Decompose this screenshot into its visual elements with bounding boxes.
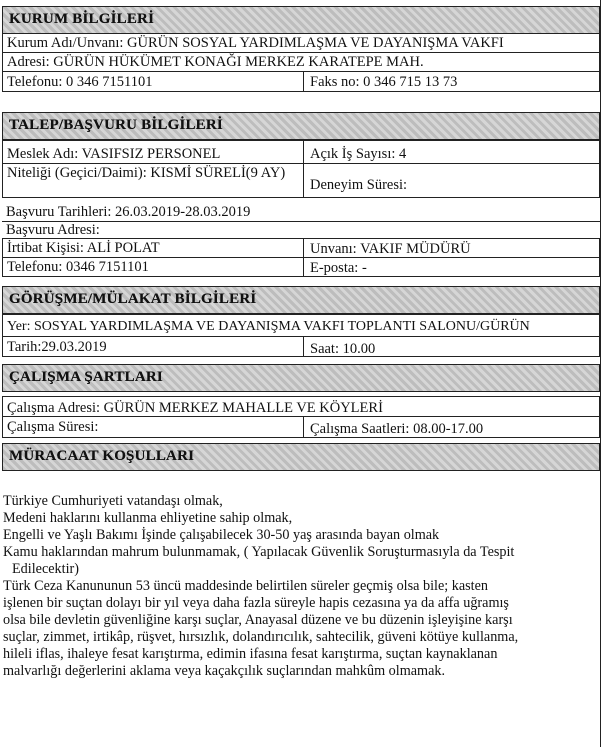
row-nitelik (2, 164, 600, 198)
row-tarih-saat (2, 337, 600, 357)
section-header-kurum (2, 6, 600, 34)
row-yer (2, 314, 600, 337)
gorusme-tarih: Tarih:29.03.2019 (7, 339, 107, 355)
kurum-telefon: Telefonu: 0 346 7151101 (7, 74, 153, 90)
row-kurum-iletisim (2, 72, 600, 92)
row-irtibat-iletisim (2, 258, 600, 277)
acik-is-sayisi: Açık İş Sayısı: 4 (310, 146, 407, 162)
irtibat-telefon: Telefonu: 0346 7151101 (7, 259, 149, 275)
kurum-adres: Adresi: GÜRÜN HÜKÜMET KONAĞI MERKEZ KARATEPE MAH. (7, 54, 424, 70)
kosul-line: Kamu haklarından mahrum bulunmamak, ( Yapılacak Güvenlik Soruşturmasıyla da Tespit (3, 544, 515, 560)
row-kurum-adres (2, 53, 600, 72)
eposta: E-posta: - (310, 260, 367, 276)
kosul-line: olsa bile devletin güvenliğine karşı suçlar, Anayasal düzene ve bu düzenin işleyişine karşı (3, 612, 513, 628)
muracaat-kosullari-text (3, 493, 601, 680)
niteligi: Niteliği (Geçici/Daimi): KISMİ SÜRELİ(9 AY) (7, 165, 286, 181)
section-title: KURUM BİLGİLERİ (9, 11, 155, 27)
row-kurum-adi (2, 34, 600, 53)
calisma-suresi: Çalışma Süresi: (7, 419, 99, 435)
section-header-gorusme (2, 286, 600, 314)
section-header-calisma (2, 364, 600, 392)
kosul-line: Türk Ceza Kanununun 53 üncü maddesinde belirtilen süreler geçmiş olsa bile; kasten (3, 578, 488, 594)
kurum-faks: Faks no: 0 346 715 13 73 (310, 74, 458, 90)
page-right-border (600, 0, 601, 747)
kurum-adi: Kurum Adı/Unvanı: GÜRÜN SOSYAL YARDIMLAŞMA VE DAYANIŞMA VAKFI (7, 35, 504, 51)
section-title: GÖRÜŞME/MÜLAKAT BİLGİLERİ (9, 291, 257, 307)
basvuru-adresi: Başvuru Adresi: (6, 222, 100, 238)
row-basvuru-tarihleri (2, 198, 600, 222)
kosul-line: Medeni haklarını kullanma ehliyetine sahip olmak, (3, 510, 293, 526)
row-irtibat (2, 239, 600, 258)
gorusme-saat: Saat: 10.00 (310, 341, 376, 357)
kosul-line: Engelli ve Yaşlı Bakımı İşinde çalışabilecek 30-50 yaş arasında bayan olmak (3, 527, 440, 543)
calisma-adresi: Çalışma Adresi: GÜRÜN MERKEZ MAHALLE VE KÖYLERİ (7, 400, 383, 416)
section-title: ÇALIŞMA ŞARTLARI (9, 369, 163, 385)
irtibat-kisisi: İrtibat Kişisi: ALİ POLAT (7, 240, 160, 256)
section-header-talep (2, 112, 600, 140)
kosul-line: işlenen bir suçtan dolayı bir yıl veya daha fazla süreyle hapis cezasına ya da affa uğramış (3, 595, 509, 611)
kosul-line: Türkiye Cumhuriyeti vatandaşı olmak, (3, 493, 223, 509)
kosul-line: malvarlığı değerlerini aklama veya kaçakçılık suçlarından mahkûm olmamak. (3, 663, 446, 679)
kosul-line: suçlar, zimmet, irtikâp, rüşvet, hırsızlık, dolandırıcılık, sahtecilik, güveni kötüye kullanma, (3, 629, 519, 645)
gorusme-yer: Yer: SOSYAL YARDIMLAŞMA VE DAYANIŞMA VAKFI TOPLANTI SALONU/GÜRÜN (7, 319, 530, 334)
row-meslek (2, 140, 600, 164)
section-title: MÜRACAAT KOŞULLARI (9, 448, 195, 464)
deneyim-suresi: Deneyim Süresi: (310, 177, 408, 193)
calisma-saatleri: Çalışma Saatleri: 08.00-17.00 (310, 421, 484, 437)
row-basvuru-adresi (2, 222, 600, 239)
row-calisma-sure (2, 417, 600, 438)
basvuru-tarihleri: Başvuru Tarihleri: 26.03.2019-28.03.2019 (6, 204, 251, 220)
kosul-line: hileli iflas, ihaleye fesat karıştırma, edimin ifasına fesat karıştırma, suçtan kaynaklanan (3, 646, 498, 662)
unvani: Unvanı: VAKIF MÜDÜRÜ (310, 241, 471, 257)
section-header-muracaat (2, 443, 600, 471)
meslek-adi: Meslek Adı: VASIFSIZ PERSONEL (7, 146, 221, 162)
section-title: TALEP/BAŞVURU BİLGİLERİ (9, 117, 223, 133)
row-calisma-adres (2, 396, 600, 417)
kosul-line: Edilecektir) (12, 561, 79, 577)
